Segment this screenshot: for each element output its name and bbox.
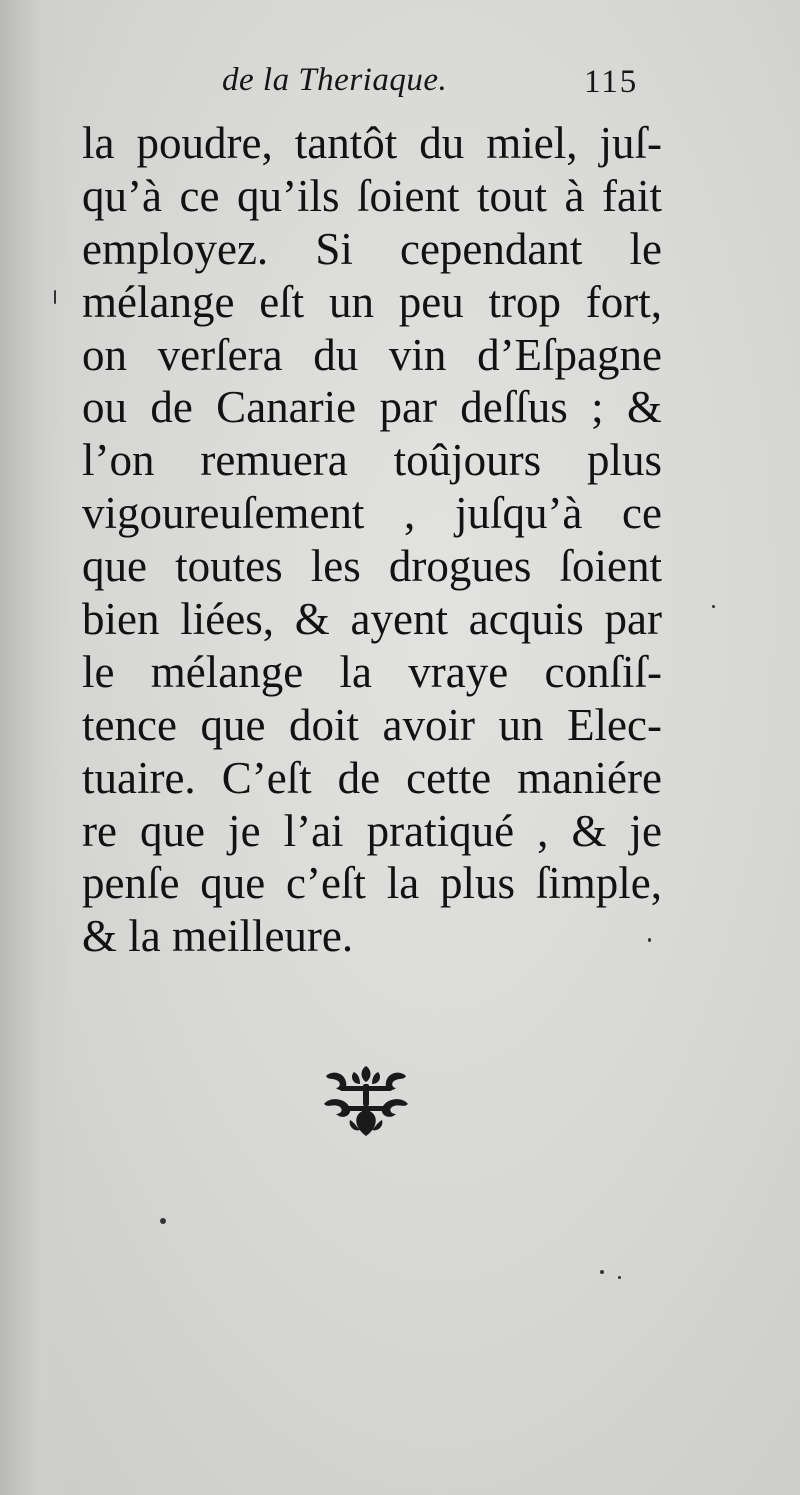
body-text bbox=[82, 117, 662, 963]
page-number: 115 bbox=[584, 64, 639, 100]
text-line: on verſera du vin d’Eſpagne bbox=[82, 329, 662, 380]
text-line: re que je l’ai pratiqué , & je bbox=[82, 805, 662, 856]
text-line: employez. Si cependant le bbox=[82, 223, 662, 274]
text-line: tence que doit avoir un Elec- bbox=[82, 699, 662, 750]
text-line: mélange eſt un peu trop fort, bbox=[82, 276, 662, 327]
text-line: que toutes les drogues ſoient bbox=[82, 541, 662, 592]
paper-speck bbox=[712, 605, 715, 608]
paper-speck bbox=[54, 290, 56, 304]
text-line: l’on remuera toûjours plus bbox=[82, 435, 662, 486]
text-line: bien liées, & ayent acquis par bbox=[82, 594, 662, 645]
text-line: ou de Canarie par deſſus ; & bbox=[82, 382, 662, 433]
text-line-last: & la meilleure. bbox=[82, 911, 354, 962]
page-header bbox=[0, 62, 800, 110]
paper-speck bbox=[648, 938, 651, 942]
fleuron-ornament-icon bbox=[320, 1062, 412, 1140]
text-line: penſe que c’eſt la plus ſimple, bbox=[82, 858, 662, 909]
running-title: de la Theriaque. bbox=[222, 62, 448, 98]
text-line: la poudre, tantôt du miel, juſ- bbox=[82, 118, 662, 168]
paper-speck bbox=[618, 1276, 621, 1279]
paper-speck bbox=[160, 1218, 166, 1224]
text-line: le mélange la vraye conſiſ- bbox=[82, 646, 662, 697]
text-line: qu’à ce qu’ils ſoient tout à fait bbox=[82, 170, 662, 221]
paper-speck bbox=[600, 1270, 604, 1274]
text-line: tuaire. C’eſt de cette maniére bbox=[82, 752, 662, 803]
text-line: vigoureuſement , juſqu’à ce bbox=[82, 488, 662, 539]
page-gutter-shadow bbox=[0, 0, 70, 1495]
